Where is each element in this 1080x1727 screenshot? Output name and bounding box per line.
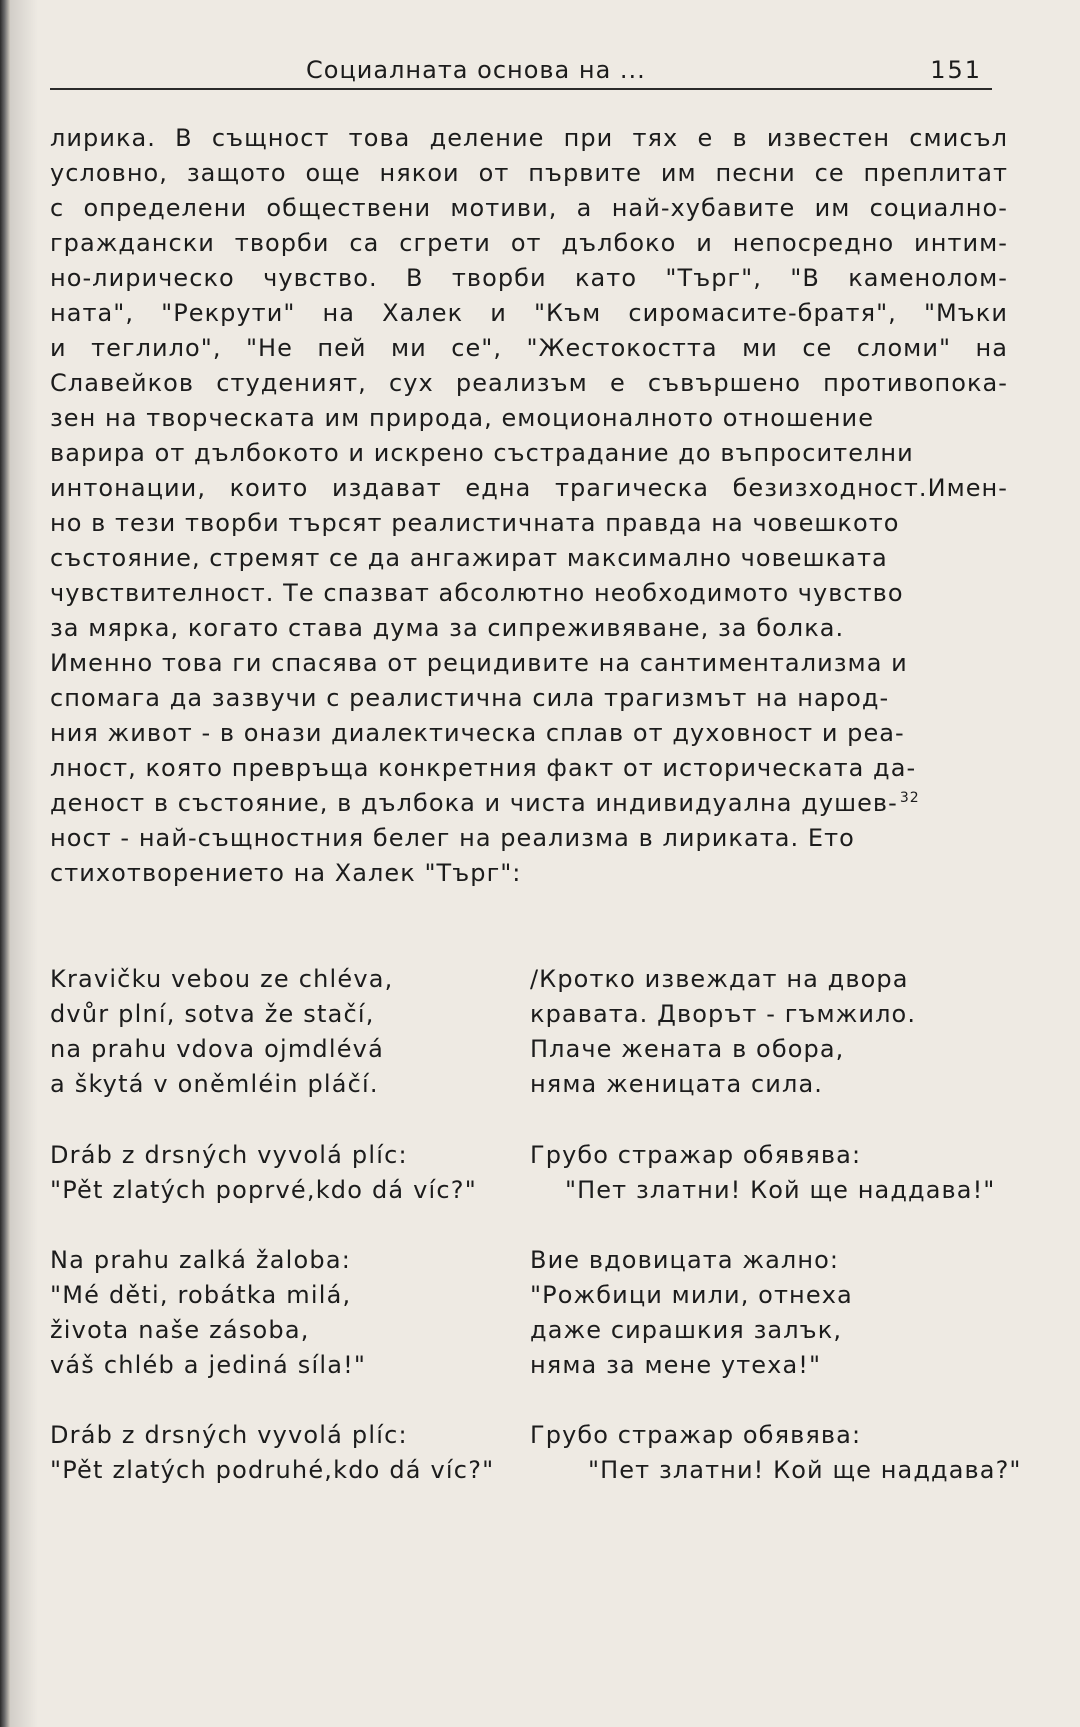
bulgarian-verse: "Пет златни! Кой ще наддава!" xyxy=(565,1176,996,1204)
text-line: за мярка, когато става дума за сипреживяване, за болка. xyxy=(50,614,845,642)
czech-verse: dvůr plní, sotva že stačí, xyxy=(50,1000,375,1028)
text-line: и теглило", "Не пей ми се", "Жестокостта ми се сломи" на xyxy=(50,334,1008,362)
bulgarian-verse: няма за мене утеха!" xyxy=(530,1351,822,1379)
gutter-shade xyxy=(10,0,38,1727)
text-line: стихотворението на Халек "Търг": xyxy=(50,859,522,887)
czech-verse: váš chléb a jediná síla!" xyxy=(50,1351,367,1379)
czech-verse: a škytá v oněmléin pláčí. xyxy=(50,1070,379,1098)
text-line: лност, която превръща конкретния факт от историческата да- xyxy=(50,754,917,782)
bulgarian-verse: няма женицата сила. xyxy=(530,1070,823,1098)
text-line: ния живот - в онази диалектическа сплав от духовност и реа- xyxy=(50,719,905,747)
text-line: с определени обществени мотиви, а най-хубавите им социално- xyxy=(50,194,1008,222)
text-line: граждански творби са сгрети от дълбоко и непосредно интим- xyxy=(50,229,1008,257)
book-spine-shadow xyxy=(0,0,10,1727)
text-line: лирика. В същност това деление при тях е в известен смисъл xyxy=(50,124,1008,152)
text-line: интонации, които издават една трагическа безизходност.Имен- xyxy=(50,474,1008,502)
bulgarian-verse: кравата. Дворът - гъмжило. xyxy=(530,1000,917,1028)
bulgarian-verse: "Пет златни! Кой ще наддава?" xyxy=(588,1456,1022,1484)
czech-verse: života naše zásoba, xyxy=(50,1316,310,1344)
verse-row xyxy=(50,1348,1050,1383)
czech-verse: "Pět zlatých podruhé,kdo dá víc?" xyxy=(50,1456,495,1484)
bulgarian-verse: Грубо стражар обявява: xyxy=(530,1141,862,1169)
czech-verse: Kravičku vebou ze chléva, xyxy=(50,965,394,993)
running-title: Социалната основа на ... xyxy=(306,56,646,84)
text-line: ната", "Рекрути" на Халек и "Към сиромасите-братя", "Мъки xyxy=(50,299,1008,327)
verse-row xyxy=(50,1067,1050,1102)
text-line: ност - най-същностния белег на реализма в лириката. Ето xyxy=(50,824,855,852)
text-line: зен на творческата им природа, емоционалното отношение xyxy=(50,404,875,432)
text-line: варира от дълбокото и искрено състрадание до въпросителни xyxy=(50,439,914,467)
text-line: Именно това ги спасява от рецидивите на сантиментализма и xyxy=(50,649,908,677)
verse-row xyxy=(50,997,1050,1032)
czech-verse: "Mé děti, robátka milá, xyxy=(50,1281,352,1309)
czech-verse: Dráb z drsných vyvolá plíc: xyxy=(50,1141,408,1169)
bulgarian-verse: Грубо стражар обявява: xyxy=(530,1421,862,1449)
verse-row xyxy=(50,1278,1050,1313)
text-line: чувствителност. Те спазват абсолютно необходимото чувство xyxy=(50,579,904,607)
verse-row xyxy=(50,1243,1050,1278)
verse-row xyxy=(50,1418,1050,1453)
verse-row xyxy=(50,1313,1050,1348)
poem-refrain-2 xyxy=(50,1418,1050,1488)
text-line: но в тези творби търсят реалистичната правда на човешкото xyxy=(50,509,900,537)
bulgarian-verse: /Кротко извеждат на двора xyxy=(530,965,909,993)
verse-row xyxy=(50,1453,1050,1488)
czech-verse: Na prahu zalká žaloba: xyxy=(50,1246,352,1274)
footnote-marker: 32 xyxy=(899,790,920,806)
czech-verse: "Pět zlatých poprvé,kdo dá víc?" xyxy=(50,1176,477,1204)
text-line: състояние, стремят се да ангажират максимално човешката xyxy=(50,544,888,572)
text-line: условно, защото още някои от първите им песни се преплитат xyxy=(50,159,1008,187)
text-line-content: деност в състояние, в дълбока и чиста индивидуална душев- xyxy=(50,789,898,817)
verse-row xyxy=(50,1173,1050,1208)
poem-stanza-2 xyxy=(50,1243,1050,1383)
poem-stanza-1 xyxy=(50,962,1050,1102)
page-number: 151 xyxy=(930,56,982,84)
verse-row xyxy=(50,1138,1050,1173)
text-line: спомага да зазвучи с реалистична сила трагизмът на народ- xyxy=(50,684,890,712)
czech-verse: Dráb z drsných vyvolá plíc: xyxy=(50,1421,408,1449)
running-head xyxy=(50,52,992,90)
body-text xyxy=(50,121,1010,891)
verse-row xyxy=(50,962,1050,997)
bulgarian-verse: Вие вдовицата жално: xyxy=(530,1246,840,1274)
poem-refrain-1 xyxy=(50,1138,1050,1208)
text-line xyxy=(50,786,1010,821)
bulgarian-verse: даже сирашкия залък, xyxy=(530,1316,843,1344)
text-line: но-лирическо чувство. В творби като "Търг", "В каменолом- xyxy=(50,264,1008,292)
bulgarian-verse: Плаче жената в обора, xyxy=(530,1035,845,1063)
text-line: Славейков студеният, сух реализъм е съвършено противопока- xyxy=(50,369,1008,397)
bulgarian-verse: "Рожбици мили, отнеха xyxy=(530,1281,853,1309)
czech-verse: na prahu vdova ojmdlévá xyxy=(50,1035,384,1063)
verse-row xyxy=(50,1032,1050,1067)
